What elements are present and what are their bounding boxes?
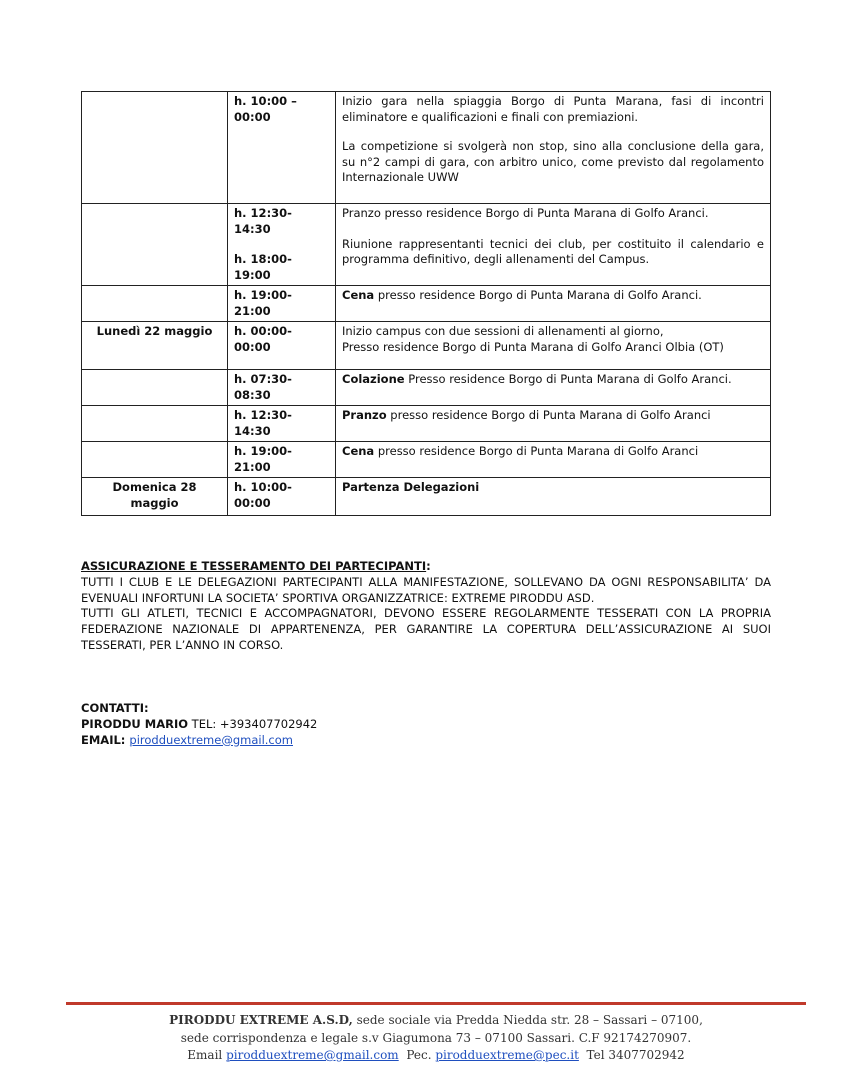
- table-row: [82, 442, 771, 478]
- day-cell: [82, 406, 228, 442]
- contact-phone: PIRODDU MARIO TEL: +393407702942: [81, 716, 318, 731]
- description-cell: Colazione Presso residence Borgo di Punta Marana di Golfo Aranci.: [336, 370, 771, 406]
- footer-line-1: PIRODDU EXTREME A.S.D, sede sociale via Predda Niedda str. 28 – Sassari – 07100,: [169, 1013, 703, 1027]
- day-cell: [82, 204, 228, 286]
- letterhead-footer: [66, 1012, 806, 1065]
- table-row: [82, 92, 771, 204]
- contacts-heading: CONTATTI:: [81, 701, 149, 715]
- schedule-table: [81, 91, 771, 516]
- description-text: Inizio gara nella spiaggia Borgo di Punta Marana, fasi di incontri eliminatore e qualificazioni e finali con premiazioni.: [342, 94, 764, 124]
- time-cell: h. 12:30- 14:30: [228, 406, 336, 442]
- description-cell: [336, 204, 771, 286]
- time-text: h. 12:30- 14:30: [234, 206, 292, 236]
- footer-email-link[interactable]: pirodduextreme@gmail.com: [226, 1048, 399, 1062]
- table-row: [82, 406, 771, 442]
- description-cell: Cena presso residence Borgo di Punta Marana di Golfo Aranci: [336, 442, 771, 478]
- footer-line-3: Email pirodduextreme@gmail.com Pec. pirodduextreme@pec.it Tel 3407702942: [187, 1048, 685, 1062]
- table-row: [82, 478, 771, 516]
- day-cell: [82, 92, 228, 204]
- description-cell: Partenza Delegazioni: [336, 478, 771, 516]
- description-text: La competizione si svolgerà non stop, sino alla conclusione della gara, su n°2 campi di gara, con arbitro unico, come previsto dal regolamento Internazionale UWW: [342, 139, 764, 184]
- insurance-paragraph: TUTTI I CLUB E LE DELEGAZIONI PARTECIPANTI ALLA MANIFESTAZIONE, SOLLEVANO DA OGNI RESPONSABILITA’ DA EVENUALI INFORTUNI LA SOCIETA’ SPORTIVA ORGANIZZATRICE: EXTREME PIRODDU ASD.: [81, 574, 771, 605]
- insurance-section: [81, 559, 771, 654]
- description-text: Inizio campus con due sessioni di allenamenti al giorno,: [342, 324, 664, 338]
- description-text: Riunione rappresentanti tecnici dei club, per costituito il calendario e programma definitivo, degli allenamenti del Campus.: [342, 236, 764, 266]
- description-cell: Cena presso residence Borgo di Punta Marana di Golfo Aranci.: [336, 286, 771, 322]
- time-cell: h. 00:00- 00:00: [228, 322, 336, 370]
- table-row: [82, 370, 771, 406]
- day-cell: [82, 442, 228, 478]
- description-cell: [336, 322, 771, 370]
- day-cell: Lunedì 22 maggio: [82, 322, 228, 370]
- time-cell: h. 19:00- 21:00: [228, 442, 336, 478]
- time-cell: h. 10:00 – 00:00: [228, 92, 336, 204]
- footer-pec-link[interactable]: pirodduextreme@pec.it: [435, 1048, 579, 1062]
- contacts-section: [81, 701, 771, 748]
- table-row: [82, 204, 771, 286]
- footer-divider: [66, 1002, 806, 1005]
- table-row: [82, 322, 771, 370]
- time-cell: h. 07:30- 08:30: [228, 370, 336, 406]
- time-cell: h. 10:00- 00:00: [228, 478, 336, 516]
- description-cell: [336, 92, 771, 204]
- day-cell: [82, 370, 228, 406]
- insurance-paragraph: TUTTI GLI ATLETI, TECNICI E ACCOMPAGNATORI, DEVONO ESSERE REGOLARMENTE TESSERATI CON LA PROPRIA FEDERAZIONE NAZIONALE DI APPARTENENZA, PER GARANTIRE LA COPERTURA DELL’ASSICURAZIONE AI SUOI TESSERATI, PER L’ANNO IN CORSO.: [81, 606, 771, 652]
- email-link[interactable]: pirodduextreme@gmail.com: [129, 732, 293, 747]
- table-row: [82, 286, 771, 322]
- description-text: Presso residence Borgo di Punta Marana di Golfo Aranci Olbia (OT): [342, 339, 724, 354]
- day-cell: [82, 286, 228, 322]
- contact-email: EMAIL: pirodduextreme@gmail.com: [81, 732, 293, 747]
- description-text: Pranzo presso residence Borgo di Punta Marana di Golfo Aranci.: [342, 206, 709, 220]
- footer-line-2: sede corrispondenza e legale s.v Giagumona 73 – 07100 Sassari. C.F 92174270907.: [180, 1030, 692, 1045]
- time-text: h. 18:00- 19:00: [234, 252, 292, 282]
- time-cell: [228, 204, 336, 286]
- time-cell: h. 19:00- 21:00: [228, 286, 336, 322]
- day-cell: Domenica 28 maggio: [82, 478, 228, 516]
- insurance-heading: ASSICURAZIONE E TESSERAMENTO DEI PARTECIPANTI:: [81, 559, 431, 573]
- description-cell: Pranzo presso residence Borgo di Punta Marana di Golfo Aranci: [336, 406, 771, 442]
